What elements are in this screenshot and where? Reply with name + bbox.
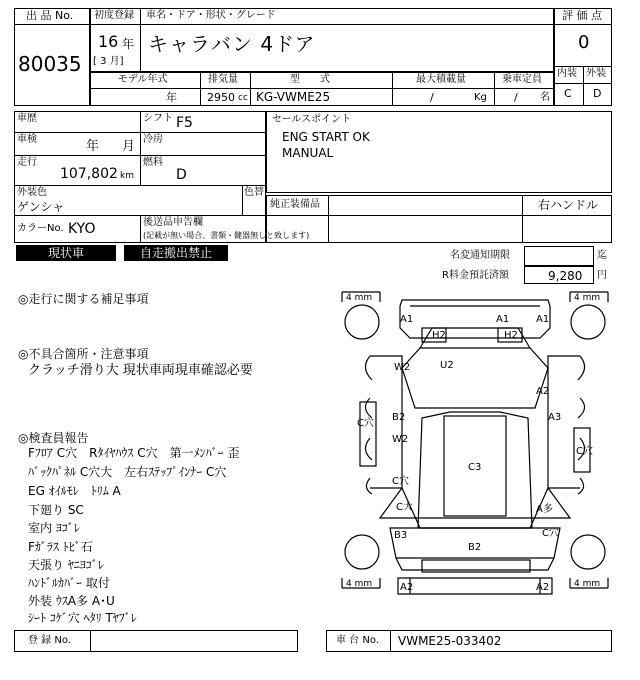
year-unit-label: 年: [122, 37, 135, 51]
exterior-label: 外装: [586, 68, 606, 79]
displacement-value: 2950: [207, 91, 235, 104]
inspection-year: 年: [86, 139, 100, 154]
inspector-line-8: ﾊﾝﾄﾞﾙｶﾊﾞｰ 取付: [28, 576, 110, 590]
color-no-label: カラーNo.: [17, 223, 64, 234]
history-label: 車歴: [17, 113, 37, 124]
vehicle-damage-diagram: [340, 288, 610, 623]
mark-b3: B3: [394, 530, 408, 541]
mark-c-hole-right: C穴: [576, 446, 593, 457]
mark-a1-left: A1: [400, 314, 414, 325]
lot-number: 80035: [18, 52, 82, 76]
mark-a2-right: A2: [536, 386, 550, 397]
mark-a2-bottom-left: A2: [400, 582, 414, 593]
interior-grade: C: [564, 87, 572, 100]
displacement-label: 排気量: [208, 74, 238, 85]
inspector-line-3: EG ｵｲﾙﾓﾚ ﾄﾘﾑ A: [28, 484, 121, 498]
mark-w2-left: W2: [392, 434, 409, 445]
chassis-number-value: VWME25-033402: [398, 634, 502, 648]
tire-rear-right: [571, 535, 605, 569]
type-label: 型 式: [290, 74, 330, 85]
mark-a1-mid: A1: [496, 314, 510, 325]
sales-point-line-2: MANUAL: [282, 146, 334, 160]
capacity-label: 乗車定員: [502, 74, 542, 85]
capacity-unit: 名: [540, 92, 550, 103]
current-car-badge: 現状車: [16, 245, 116, 261]
inspector-line-7: 天張り ﾔﾆﾖｺﾞﾚ: [28, 558, 104, 572]
mark-c-hole-lower-left: C穴: [392, 476, 409, 487]
inspector-line-4: 下廻り SC: [28, 503, 84, 517]
sales-point-line-1: ENG START OK: [282, 130, 370, 144]
shift-label: シフト: [143, 113, 173, 124]
inspector-line-9: 外装 ｳｽA多 A･U: [28, 594, 115, 608]
max-load-unit: Kg: [474, 92, 487, 103]
tread-label-br: 4 mm: [574, 579, 601, 589]
mark-c-big: C大: [396, 502, 413, 513]
defects-text: クラッチ滑り大 現状車両現車確認必要: [28, 363, 253, 378]
model-year-label: モデル年式: [118, 74, 168, 85]
mark-h2-left: H2: [432, 330, 446, 341]
fuel-label: 燃料: [143, 157, 163, 168]
tire-front-right: [571, 305, 605, 339]
oem-equipment-label: 純正装備品: [270, 199, 320, 210]
mark-c-hole-left: C穴: [357, 418, 374, 429]
inspector-line-1: Fﾌﾛｱ C穴 Rﾀｲﾔﾊｳｽ C穴 第一ﾒﾝﾊﾞｰ 歪: [28, 446, 240, 460]
shift-value: F5: [176, 115, 193, 131]
registration-number-label: 登 録 No.: [28, 635, 71, 646]
chassis-number-label: 車 台 No.: [336, 635, 379, 646]
mileage-value: 107,802: [60, 166, 118, 182]
inspection-month: 月: [122, 139, 136, 154]
max-load-value: /: [430, 91, 434, 104]
car-name: キャラバン 4ドア: [148, 32, 316, 56]
mark-a1-right: A1: [536, 314, 550, 325]
color-change-label: 色替: [244, 187, 264, 198]
interior-label: 内装: [557, 68, 577, 79]
displacement-unit: cc: [238, 93, 248, 103]
inspection-label: 車検: [17, 134, 37, 145]
followup-docs-note: (記載が無い場合、書類・鍵器無しと致します): [143, 231, 310, 240]
exterior-color-value: ゲンシャ: [17, 200, 65, 214]
score-value: 0: [578, 32, 590, 53]
car-name-label: 車名・ドア・形状・グレード: [146, 10, 276, 21]
defects-title: ◎不具合箇所・注意事項: [18, 347, 149, 361]
max-load-label: 最大積載量: [416, 74, 466, 85]
tire-rear-left: [345, 535, 379, 569]
name-change-label: 名変通知期限: [450, 250, 510, 261]
mark-a3: A3: [548, 412, 562, 423]
driving-notes-title: ◎走行に関する補足事項: [18, 292, 149, 306]
fuel-value: D: [176, 167, 187, 183]
mark-c-hole-lower-right: C穴: [542, 528, 559, 539]
tread-label-tr: 4 mm: [574, 293, 601, 303]
inspector-line-2: ﾊﾞｯｸﾊﾟﾈﾙ C穴大 左右ｽﾃｯﾌﾟｲﾝﾅｰ C穴: [28, 465, 227, 479]
mark-h2-right: H2: [504, 330, 518, 341]
mark-b2-left: B2: [392, 412, 406, 423]
first-registration-label: 初度登録: [94, 10, 134, 21]
recycle-value: 9,280: [548, 269, 583, 283]
color-no-value: KYO: [68, 221, 96, 237]
mark-w2-top: W2: [394, 362, 411, 373]
exterior-color-label: 外装色: [17, 187, 47, 198]
first-registration-month: [ 3 月]: [93, 56, 124, 67]
inspector-line-5: 室内 ﾖｺﾞﾚ: [28, 521, 80, 535]
recycle-label: R料金預託済額: [442, 270, 509, 281]
mark-u2: U2: [440, 360, 454, 371]
type-value: KG-VWME25: [256, 90, 331, 104]
mark-b2-bottom: B2: [468, 542, 482, 553]
mileage-unit: km: [120, 171, 134, 181]
steering-value: 右ハンドル: [538, 198, 599, 212]
name-change-unit: 迄: [597, 250, 607, 261]
tread-label-tl: 4 mm: [346, 293, 373, 303]
first-registration-year: 16: [98, 32, 119, 51]
recycle-unit: 円: [597, 270, 607, 281]
inspector-line-6: Fｶﾞﾗｽ ﾄﾋﾞ石: [28, 540, 93, 554]
sales-point-label: セールスポイント: [272, 114, 352, 125]
exterior-grade: D: [593, 87, 602, 100]
no-self-drive-badge: 自走搬出禁止: [124, 245, 228, 261]
score-label: 評 価 点: [562, 9, 602, 22]
tire-front-left: [345, 305, 379, 339]
mark-a2-bottom-right: A2: [536, 582, 550, 593]
inspector-line-10: ｼｰﾄ ｺｹﾞ穴 ﾍﾀﾘ Tﾔﾌﾞﾚ: [28, 611, 137, 625]
name-change-box: [524, 246, 594, 266]
model-year-unit: 年: [166, 91, 177, 104]
tread-label-bl: 4 mm: [346, 579, 373, 589]
ac-label: 冷房: [143, 134, 163, 145]
capacity-value: /: [514, 91, 518, 104]
mark-a-many: A多: [536, 504, 553, 515]
mileage-label: 走行: [17, 157, 37, 168]
followup-docs-label: 後送品申告欄: [143, 217, 203, 228]
lot-label: 出 品 No.: [26, 9, 74, 22]
inspector-title: ◎検査員報告: [18, 431, 89, 445]
mark-c3: C3: [468, 462, 482, 473]
